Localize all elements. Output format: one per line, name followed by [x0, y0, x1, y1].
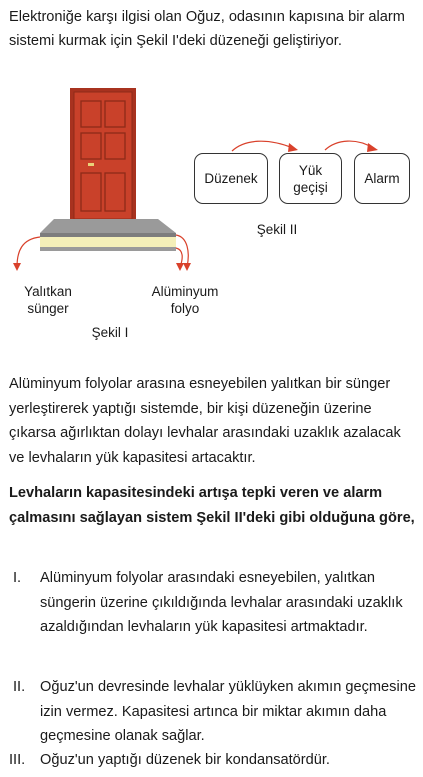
label-line: sünger	[27, 301, 69, 316]
statement-text: Alüminyum folyolar arasındaki esneyebilen, yalıtkan süngerin üzerine çıkıldığında levhalar arasındaki uzaklık azaldığından levhaların yük kapasitesi artmaktadır.	[40, 570, 403, 635]
statement-text: Oğuz'un yaptığı düzenek bir kondansatördür.	[40, 752, 330, 768]
description-paragraph: Alüminyum folyolar arasına esneyebilen yalıtkan bir sünger yerleştirerek yaptığı sistemde, bir kişi düzeneğin üzerine çıkarsa ağırlıktan dolayı levhalar arasındaki uzaklık azalacak ve levhaların yük kapasitesi artacaktır.	[9, 376, 401, 466]
box-alarm: Alarm	[354, 153, 410, 204]
intro-text: Elektroniğe karşı ilgisi olan Oğuz, odasının kapısına bir alarm sistemi kurmak için Şekil I'deki düzeneği geliştiriyor.	[9, 9, 405, 49]
figure-2-caption: Şekil II	[256, 222, 298, 237]
statement-1	[13, 566, 423, 661]
label-line: Alüminyum	[151, 284, 219, 299]
question-stem: Levhaların kapasitesindeki artışa tepki veren ve alarm çalmasını sağlayan sistem Şekil II'deki gibi olduğuna göre,	[9, 485, 415, 526]
label-line: folyo	[170, 301, 200, 316]
statement-number: I.	[13, 570, 22, 586]
figure-1-caption: Şekil I	[91, 325, 129, 340]
statement-3	[9, 748, 419, 773]
label-line: Yalıtkan	[24, 284, 72, 299]
statement-number: II.	[13, 679, 26, 695]
statement-number: III.	[9, 752, 26, 768]
statement-2	[13, 675, 423, 747]
box-mechanism: Düzenek	[194, 153, 268, 204]
label-insulating-sponge	[8, 283, 88, 317]
box-charge-flow: Yük geçişi	[279, 153, 342, 204]
label-aluminum-foil	[140, 283, 230, 317]
flow-arrows	[0, 130, 423, 170]
statement-text: Oğuz'un devresinde levhalar yüklüyken akımın geçmesine izin vermez. Kapasitesi artınca bir miktar akımın daha geçmesine olanak sağlar.	[40, 679, 416, 744]
